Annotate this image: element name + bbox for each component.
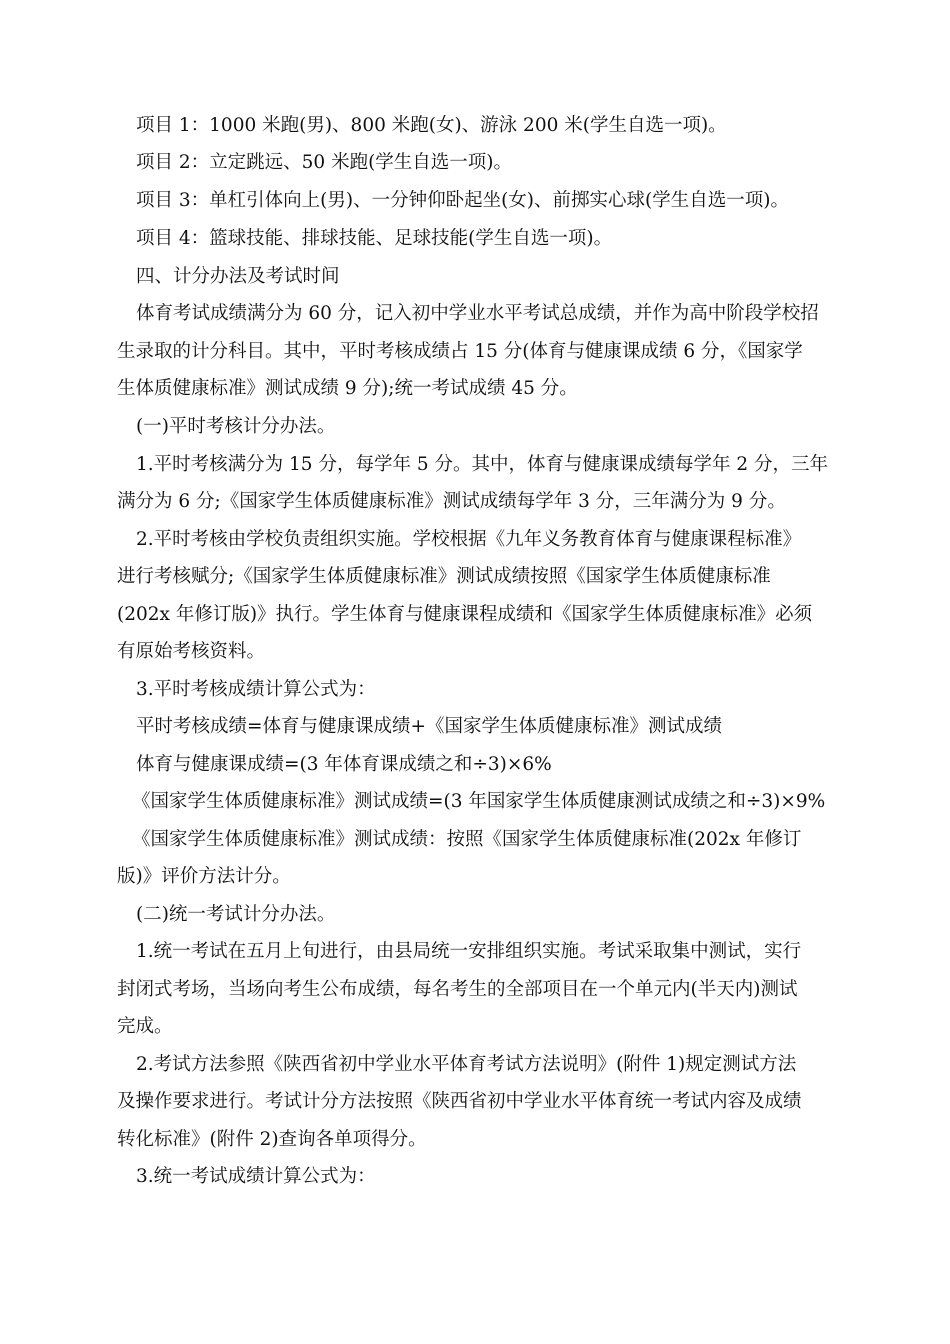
text-line: 满分为 6 分;《国家学生体质健康标准》测试成绩每学年 3 分，三年满分为 9 分。	[117, 491, 786, 512]
text-line: 及操作要求进行。考试计分方法按照《陕西省初中学业水平体育统一考试内容及成绩	[117, 1091, 802, 1112]
text-line: 《国家学生体质健康标准》测试成绩：按照《国家学生体质健康标准(202x 年修订	[132, 829, 802, 850]
text-line: 完成。	[117, 1016, 173, 1037]
text-line: 3.平时考核成绩计算公式为：	[136, 679, 376, 700]
subsection-heading: (一)平时考核计分办法。	[136, 416, 336, 437]
text-line: 1.统一考试在五月上旬进行，由县局统一安排组织实施。考试采取集中测试，实行	[136, 941, 802, 962]
text-line: (202x 年修订版)》执行。学生体育与健康课程成绩和《国家学生体质健康标准》必须	[117, 604, 813, 625]
text-line: 项目 2：立定跳远、50 米跑(学生自选一项)。	[136, 152, 513, 173]
text-line: 体育考试成绩满分为 60 分，记入初中学业水平考试总成绩，并作为高中阶段学校招	[136, 303, 819, 324]
section-heading: 四、计分办法及考试时间	[136, 266, 340, 287]
formula-line: 《国家学生体质健康标准》测试成绩=(3 年国家学生体质健康测试成绩之和÷3)×9%	[132, 791, 826, 812]
text-line: 生录取的计分科目。其中，平时考核成绩占 15 分(体育与健康课成绩 6 分，《国家学	[117, 341, 803, 362]
text-line: 2.考试方法参照《陕西省初中学业水平体育考试方法说明》(附件 1)规定测试方法	[136, 1054, 797, 1075]
text-line: 1.平时考核满分为 15 分，每学年 5 分。其中，体育与健康课成绩每学年 2 分，三年	[136, 454, 829, 475]
text-line: 项目 4：篮球技能、排球技能、足球技能(学生自选一项)。	[136, 228, 613, 249]
text-line: 3.统一考试成绩计算公式为：	[136, 1166, 376, 1187]
text-line: 项目 3：单杠引体向上(男)、一分钟仰卧起坐(女)、前掷实心球(学生自选一项)。	[136, 190, 789, 211]
text-line: 版)》评价方法计分。	[117, 866, 291, 887]
text-line: 2.平时考核由学校负责组织实施。学校根据《九年义务教育体育与健康课程标准》	[136, 529, 802, 550]
text-line: 有原始考核资料。	[117, 641, 266, 662]
text-line: 生体质健康标准》测试成绩 9 分);统一考试成绩 45 分。	[117, 378, 578, 399]
formula-line: 平时考核成绩=体育与健康课成绩+《国家学生体质健康标准》测试成绩	[136, 716, 723, 737]
subsection-heading: (二)统一考试计分办法。	[136, 904, 336, 925]
formula-line: 体育与健康课成绩=(3 年体育课成绩之和÷3)×6%	[136, 754, 552, 775]
text-line: 进行考核赋分;《国家学生体质健康标准》测试成绩按照《国家学生体质健康标准	[117, 566, 771, 587]
text-line: 项目 1：1000 米跑(男)、800 米跑(女)、游泳 200 米(学生自选一项)。	[136, 115, 727, 136]
text-line: 转化标准》(附件 2)查询各单项得分。	[117, 1129, 427, 1150]
text-line: 封闭式考场，当场向考生公布成绩，每名考生的全部项目在一个单元内(半天内)测试	[117, 979, 798, 1000]
